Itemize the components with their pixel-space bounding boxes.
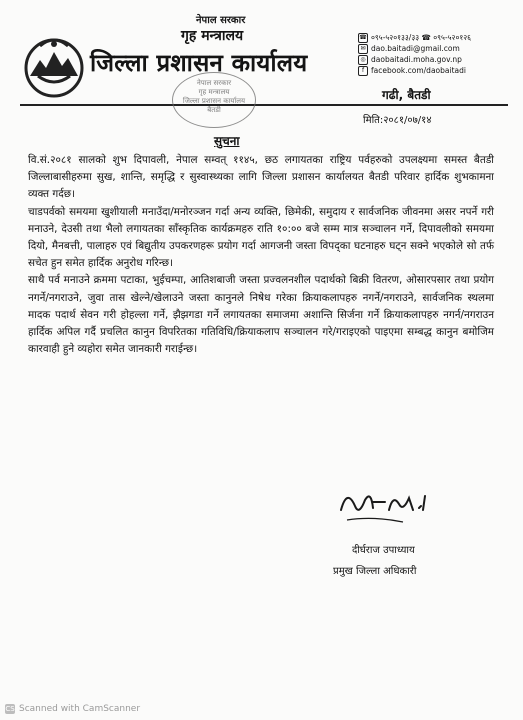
paragraph: चाडपर्वको समयमा खुशीयाली मनाउँदा/मनोरञ्जन गर्दा अन्य व्यक्ति, छिमेकी, समुदाय र सार्वजनिक जीवनमा असर नपर्ने गरी मनाउने, देउसी तथा भैलो लगायतका साँस्कृतिक कार्यक्रमहरु राति १०:०० बजे सम्म मात्र सञ्चालन गर्ने, दिपावलीको समयमा दियो, मैनबत्ती, पालाहरु एवं बिद्युतीय उपकरणहरू प्रयोग गर्दा आगजनी जस्ता विपद्का घटनाहरु घट्न सक्ने भएकोले सो तर्फ सचेत हुन समेत हार्दिक अनुरोध गरिन्छ।: [28, 205, 494, 270]
stamp-line: गृह मन्त्रालय: [198, 88, 230, 96]
email-icon: ✉: [358, 44, 368, 54]
stamp-line: जिल्ला प्रशासन कार्यालय: [182, 97, 246, 105]
phone-icon: ☎: [359, 33, 367, 41]
facebook-icon: f: [358, 66, 368, 76]
paragraph: साथै पर्व मनाउने क्रममा पटाका, भुईचम्पा, आतिशबाजी जस्ता प्रज्वलनशील पदार्थको बिक्री वितरण, ओसारपसार तथा प्रयोग नगर्ने/नगराउने, जुवा तास खेल्ने/खेलाउने जस्ता कानुनले निषेध गरेका क्रियाकलापहरु नगर्ने/नगराउने, सार्वजनिक स्थलमा मादक पदार्थ सेवन गरी होहल्ला गर्ने, झैझगडा गर्ने लगायतका समाजमा अशान्ति सिर्जना गर्ने क्रियाकलापहरु नगर्न/नगराउन हार्दिक अपिल गर्दै प्रचलित कानुन विपरितका गतिविधि/क्रियाकलाप सञ्चालन गरे/गराइएको पाइएमा सम्बद्ध कानुन बमोजिम कारवाही हुने व्यहोरा समेत जानकारी गराईन्छ।: [28, 274, 494, 356]
contact-phone: [358, 32, 471, 43]
place-label: गढी, बैतडी: [382, 88, 431, 102]
stamp-line: नेपाल सरकार: [196, 79, 232, 87]
scanner-text: Scanned with CamScanner: [19, 704, 141, 714]
stamp-line: बैतडी: [207, 106, 221, 114]
globe-icon: ◎: [358, 55, 368, 65]
contact-facebook: [358, 65, 471, 76]
office-stamp: [172, 72, 256, 128]
signer-designation: प्रमुख जिल्ला अधिकारी: [333, 566, 417, 577]
handwritten-signature: [333, 480, 443, 530]
contact-website: [358, 54, 471, 65]
notice-body: [28, 152, 494, 358]
facebook-text: facebook.com/daobaitadi: [371, 66, 466, 75]
phone-text: ०९५-५२०१३३/३३ ☎ ०९५-५२०१२६: [371, 33, 472, 42]
ministry-label: गृह मन्त्रालय: [181, 28, 244, 44]
office-title: जिल्ला प्रशासन कार्यालय: [90, 49, 308, 77]
email-text: dao.baitadi@gmail.com: [371, 44, 460, 53]
nepal-emblem-icon: [18, 30, 90, 102]
notice-title: सुचना: [214, 134, 240, 148]
contact-email: [358, 43, 471, 54]
scanner-watermark: [5, 704, 140, 714]
camscanner-icon: CS: [5, 705, 15, 713]
government-label: नेपाल सरकार: [196, 15, 246, 26]
paragraph: वि.सं.२०८१ सालको शुभ दिपावली, नेपाल सम्वत् ११४५, छठ लगायतका राष्ट्रिय पर्वहरुको उपलक्ष्यमा समस्त बैतडी जिल्लाबासीहरुमा सुख, शान्ति, समृद्धि र सुस्वास्थ्यका लागि जिल्ला प्रशासन कार्यालयत बैतडी परिवार हार्दिक शुभकामना व्यक्त गर्दछ।: [28, 154, 494, 201]
website-text: daobaitadi.moha.gov.np: [371, 55, 462, 64]
signer-name: दीर्घराज उपाध्याय: [352, 545, 415, 556]
contact-block: [358, 32, 471, 76]
notice-date: मिति:२०८१/०७/१४: [363, 115, 432, 126]
header-divider: [20, 104, 508, 106]
